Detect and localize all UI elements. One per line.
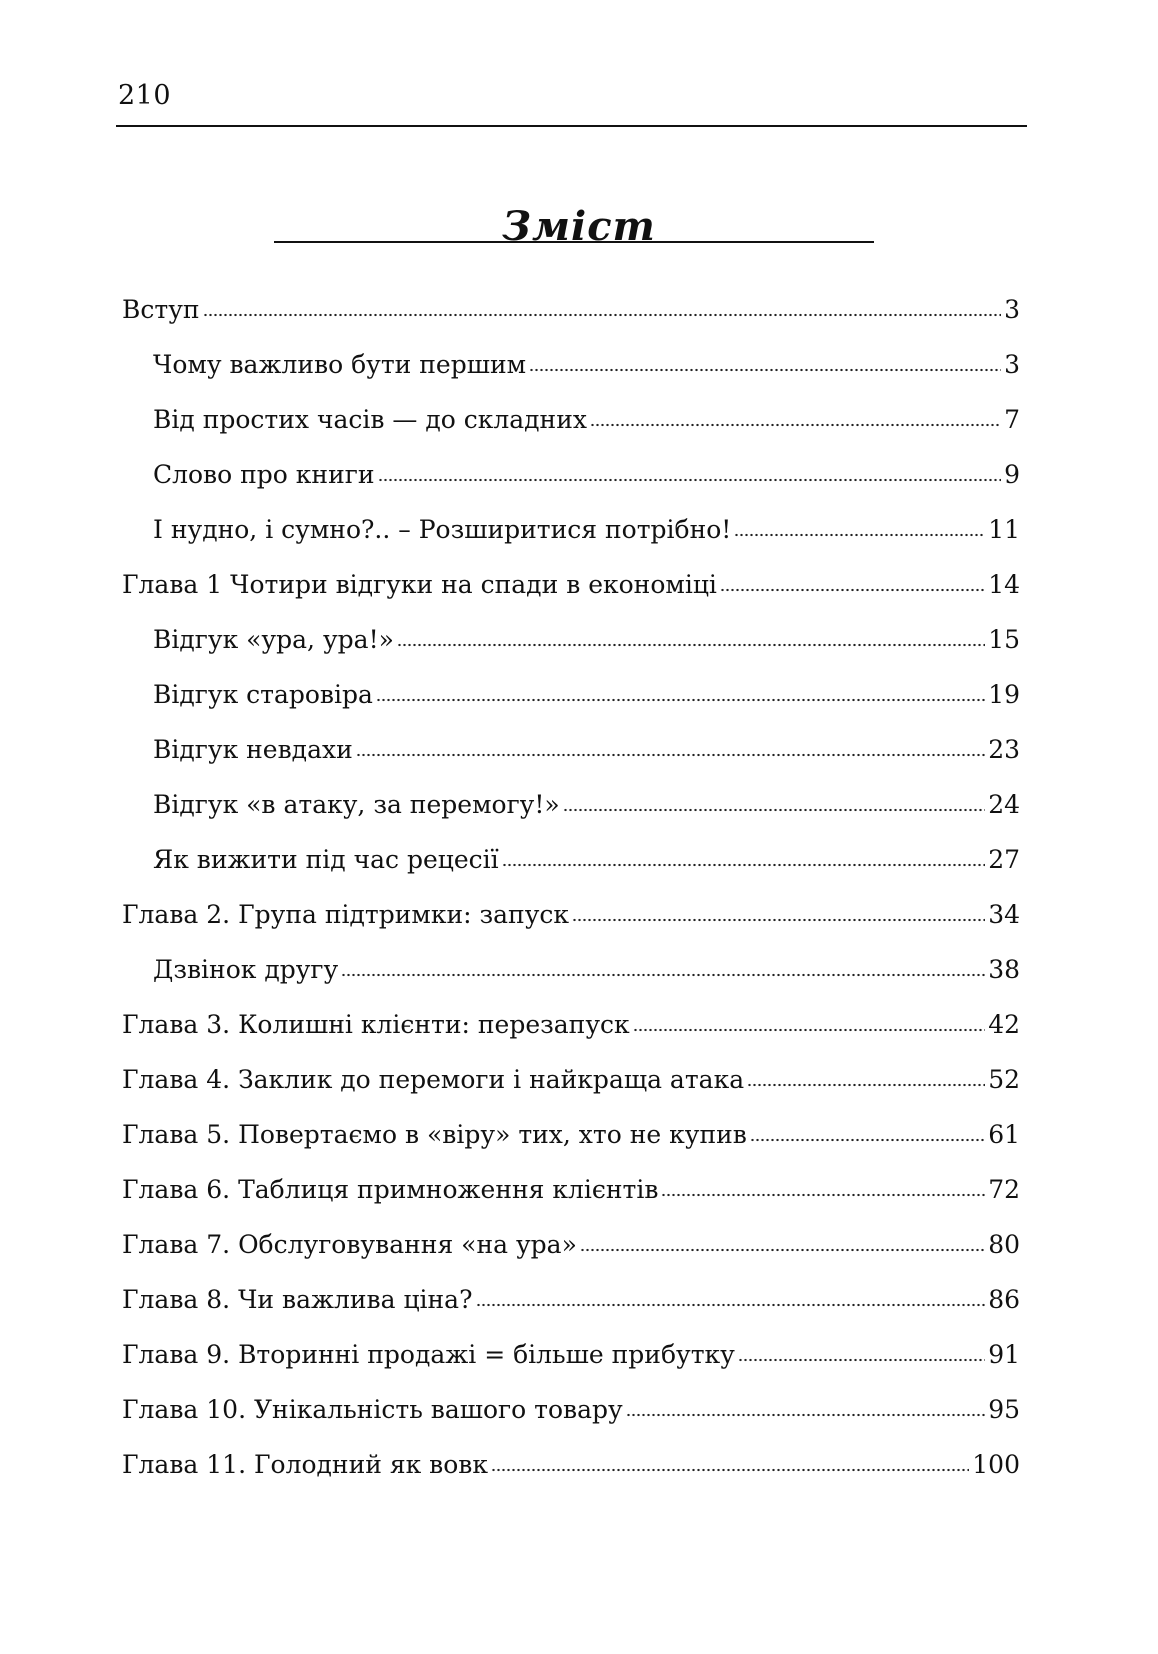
- toc-entry-page: 14: [988, 570, 1020, 599]
- toc-entry-page: 91: [988, 1340, 1020, 1369]
- toc-entry-label: Чому важливо бути першим: [153, 350, 527, 379]
- toc-entry: [122, 667, 1020, 722]
- toc-dot-leader: [476, 1303, 986, 1307]
- toc-entry: [122, 447, 1020, 502]
- toc-dot-leader: [341, 973, 985, 977]
- toc-entry: [122, 502, 1020, 557]
- toc-entry-label: Глава 3. Колишні клієнти: перезапуск: [122, 1010, 630, 1039]
- toc-dot-leader: [376, 698, 985, 702]
- toc-dot-leader: [734, 533, 985, 537]
- toc-entry: [122, 777, 1020, 832]
- toc-entry-label: Слово про книги: [153, 460, 375, 489]
- toc-entry-label: Як вижити під час рецесії: [153, 845, 499, 874]
- toc-entry-label: Відгук «в атаку, за перемогу!»: [153, 790, 560, 819]
- toc-entry-label: Глава 1 Чотири відгуки на спади в економіці: [122, 570, 717, 599]
- toc-entry: [122, 1327, 1020, 1382]
- toc-entry-page: 61: [988, 1120, 1020, 1149]
- toc-entry: [122, 832, 1020, 887]
- toc-entry: [122, 1217, 1020, 1272]
- toc-dot-leader: [626, 1413, 985, 1417]
- toc-entry-page: 72: [988, 1175, 1020, 1204]
- toc-dot-leader: [590, 423, 1001, 427]
- toc-dot-leader: [378, 478, 1002, 482]
- toc-entry-label: Глава 10. Унікальність вашого товару: [122, 1395, 623, 1424]
- toc-entry-label: Глава 8. Чи важлива ціна?: [122, 1285, 473, 1314]
- toc-entry-label: Відгук невдахи: [153, 735, 353, 764]
- toc-entry-label: Глава 5. Повертаємо в «віру» тих, хто не купив: [122, 1120, 747, 1149]
- toc-entry: [122, 612, 1020, 667]
- toc-entry: [122, 1272, 1020, 1327]
- toc-dot-leader: [750, 1138, 985, 1142]
- toc-dot-leader: [356, 753, 985, 757]
- toc-entry-label: Глава 4. Заклик до перемоги і найкраща атака: [122, 1065, 745, 1094]
- toc-entry-label: Глава 7. Обслуговування «на ура»: [122, 1230, 577, 1259]
- toc-entry-label: Від простих часів — до складних: [153, 405, 587, 434]
- toc-entry-page: 23: [988, 735, 1020, 764]
- toc-entry-label: Відгук «ура, ура!»: [153, 625, 394, 654]
- page-title: Зміст: [502, 202, 656, 250]
- toc-entry-label: Глава 6. Таблиця примноження клієнтів: [122, 1175, 659, 1204]
- toc-dot-leader: [529, 368, 1001, 372]
- toc-entry: [122, 1437, 1020, 1492]
- toc-entry-page: 100: [972, 1450, 1020, 1479]
- toc-dot-leader: [720, 588, 985, 592]
- toc-entry: [122, 1382, 1020, 1437]
- toc-entry-label: Глава 11. Голодний як вовк: [122, 1450, 489, 1479]
- toc-entry-page: 15: [988, 625, 1020, 654]
- toc-dot-leader: [738, 1358, 985, 1362]
- toc-entry-page: 27: [988, 845, 1020, 874]
- toc-entry: [122, 557, 1020, 612]
- toc-entry-page: 24: [988, 790, 1020, 819]
- toc-entry-page: 11: [988, 515, 1020, 544]
- toc-entry-page: 34: [988, 900, 1020, 929]
- toc-entry: [122, 722, 1020, 777]
- toc-entry: [122, 1107, 1020, 1162]
- toc-entry-page: 19: [988, 680, 1020, 709]
- toc-dot-leader: [572, 918, 985, 922]
- toc-entry-page: 3: [1004, 295, 1020, 324]
- toc-entry-page: 42: [988, 1010, 1020, 1039]
- toc-dot-leader: [563, 808, 985, 812]
- toc-dot-leader: [397, 643, 985, 647]
- toc-entry-label: Дзвінок другу: [153, 955, 339, 984]
- toc-entry: [122, 887, 1020, 942]
- toc-entry-label: Глава 9. Вторинні продажі = більше прибутку: [122, 1340, 735, 1369]
- page-number: 210: [118, 80, 172, 111]
- toc-entry-label: І нудно, і сумно?.. – Розширитися потрібно!: [153, 515, 732, 544]
- toc-entry-page: 9: [1004, 460, 1020, 489]
- toc-entry-label: Відгук старовіра: [153, 680, 373, 709]
- toc-dot-leader: [580, 1248, 985, 1252]
- toc-entry: [122, 1162, 1020, 1217]
- toc-entry: [122, 392, 1020, 447]
- toc-entry-page: 7: [1004, 405, 1020, 434]
- toc-entry-page: 80: [988, 1230, 1020, 1259]
- table-of-contents: [122, 282, 1020, 1492]
- toc-entry-page: 95: [988, 1395, 1020, 1424]
- toc-entry: [122, 1052, 1020, 1107]
- toc-dot-leader: [633, 1028, 986, 1032]
- toc-dot-leader: [203, 313, 1002, 317]
- toc-dot-leader: [747, 1083, 985, 1087]
- title-rule: [274, 241, 874, 243]
- toc-dot-leader: [502, 863, 986, 867]
- toc-entry-page: 86: [988, 1285, 1020, 1314]
- toc-dot-leader: [661, 1193, 985, 1197]
- toc-entry: [122, 942, 1020, 997]
- toc-entry-page: 52: [988, 1065, 1020, 1094]
- toc-entry-label: Вступ: [122, 295, 200, 324]
- toc-entry-page: 38: [988, 955, 1020, 984]
- toc-entry: [122, 997, 1020, 1052]
- toc-entry: [122, 337, 1020, 392]
- toc-entry-page: 3: [1004, 350, 1020, 379]
- toc-dot-leader: [491, 1468, 969, 1472]
- header-rule: [116, 125, 1027, 127]
- toc-entry: [122, 282, 1020, 337]
- toc-entry-label: Глава 2. Група підтримки: запуск: [122, 900, 570, 929]
